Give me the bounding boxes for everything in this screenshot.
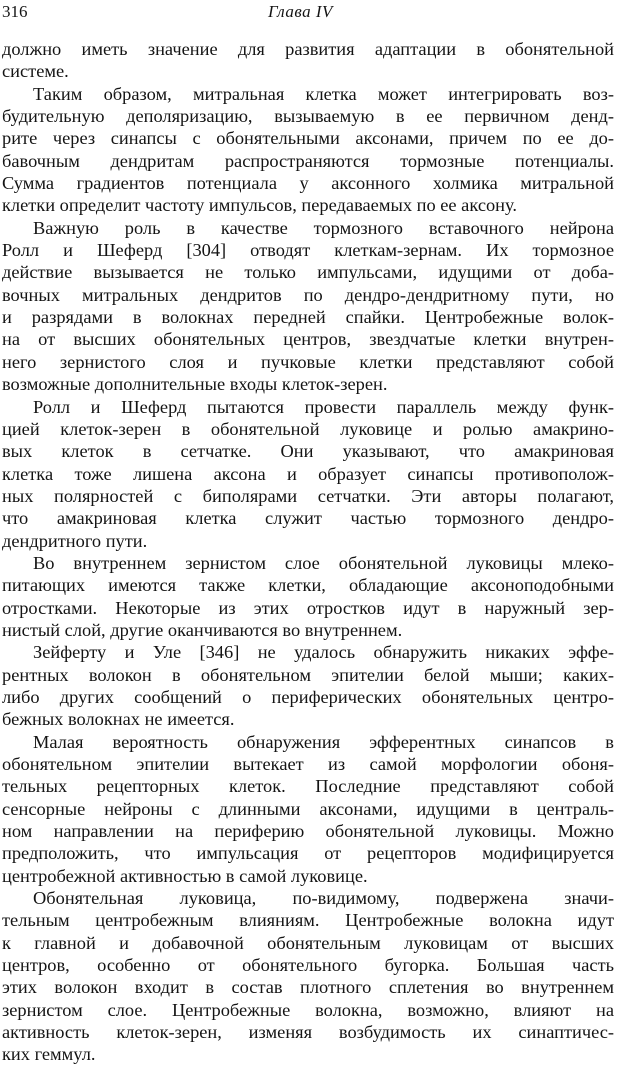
text-line: бежных волокнах не имеется.: [2, 709, 235, 730]
text-line: бавочным дендритам распространяются тормозные потенциалы.: [2, 150, 614, 171]
text-line: Обонятельная луковица, по-видимому, подвержена значи-: [33, 888, 614, 909]
text-line: тельным центробежным влияниям. Центробежные волокна идут: [2, 910, 614, 931]
text-line: должно иметь значение для развития адаптации в обонятельной: [2, 39, 614, 59]
text-line: Важную роль в качестве тормозного вставочного нейрона: [33, 217, 614, 238]
body-text: [2, 38, 614, 1066]
text-line: и разрядами в волокнах передней спайки. Центробежные волок-: [2, 307, 614, 328]
text-line: Таким образом, митральная клетка может интегрировать воз-: [33, 83, 614, 104]
text-line: отростками. Некоторые из этих отростков идут в наружный зер-: [2, 597, 614, 618]
text-line: рентных волокон в обонятельном эпителии белой мыши; каких-: [2, 664, 614, 685]
text-line: активность клеток-зерен, изменяя возбудимость их синаптичес-: [2, 1022, 614, 1043]
text-line: рите через синапсы с обонятельными аксонами, причем по ее до-: [2, 128, 614, 149]
text-line: зернистом слое. Центробежные волокна, возможно, влияют на: [2, 999, 614, 1020]
text-line: возможные дополнительные входы клеток-зерен.: [2, 374, 388, 395]
text-line: Ролл и Шеферд [304] отводят клеткам-зернам. Их тормозное: [2, 240, 614, 261]
text-line: этих волокон входит в состав плотного сплетения во внутреннем: [2, 977, 614, 998]
page-number: 316: [2, 2, 28, 21]
text-line: ных полярностей с биполярами сетчатки. Эти авторы полагают,: [2, 485, 614, 506]
text-line: системе.: [2, 61, 69, 82]
text-line: Во внутреннем зернистом слое обонятельной луковицы млеко-: [33, 552, 614, 573]
chapter-title: Глава IV: [268, 2, 333, 21]
text-line: клетки определит частоту импульсов, передаваемых по ее аксону.: [2, 195, 517, 216]
text-line: Малая вероятность обнаружения эфферентных синапсов в: [33, 731, 614, 752]
text-line: него зернистого слоя и пучковые клетки представляют собой: [2, 351, 614, 372]
text-line: будительную деполяризацию, вызываемую в ее первичном денд-: [2, 106, 614, 127]
text-line: вых клеток в сетчатке. Они указывают, что амакриновая: [2, 441, 614, 462]
text-line: что амакриновая клетка служит частью тормозного дендро-: [2, 508, 614, 529]
running-head: [0, 2, 620, 28]
text-line: сенсорные нейроны с длинными аксонами, идущими в централь-: [2, 798, 614, 819]
text-line: клетка тоже лишена аксона и образует синапсы противополож-: [2, 463, 614, 484]
text-line: цией клеток-зерен в обонятельной луковице и ролью амакрино-: [2, 418, 614, 439]
text-line: Зейферту и Уле [346] не удалось обнаружить никаких эффе-: [33, 642, 614, 663]
text-line: на от высших обонятельных центров, звездчатые клетки внутрен-: [2, 329, 614, 350]
text-line: дендритного пути.: [2, 530, 148, 551]
text-line: либо других сообщений о периферических обонятельных центро-: [2, 686, 614, 707]
text-line: ких геммул.: [2, 1044, 96, 1065]
text-line: тельных рецепторных клеток. Последние представляют собой: [2, 776, 614, 797]
text-line: предположить, что импульсация от рецепторов модифицируется: [2, 843, 614, 864]
text-line: к главной и добавочной обонятельным луковицам от высших: [2, 932, 614, 953]
text-line: обонятельном эпителии вытекает из самой морфологии обоня-: [2, 754, 614, 774]
text-line: питающих имеются также клетки, обладающие аксоноподобными: [2, 575, 614, 596]
text-line: центробежной активностью в самой луковице.: [2, 865, 368, 886]
text-line: вочных митральных дендритов по дендро-дендритному пути, но: [2, 284, 614, 305]
text-line: нистый слой, другие оканчиваются во внутреннем.: [2, 619, 403, 640]
text-line: Сумма градиентов потенциала у аксонного холмика митральной: [2, 173, 614, 194]
text-line: действие вызывается не только импульсами, идущими от доба-: [2, 262, 614, 283]
text-line: ном направлении на периферию обонятельной луковицы. Можно: [2, 821, 614, 842]
text-line: Ролл и Шеферд пытаются провести параллель между функ-: [33, 396, 614, 417]
text-line: центров, особенно от обонятельного бугорка. Большая часть: [2, 955, 614, 976]
